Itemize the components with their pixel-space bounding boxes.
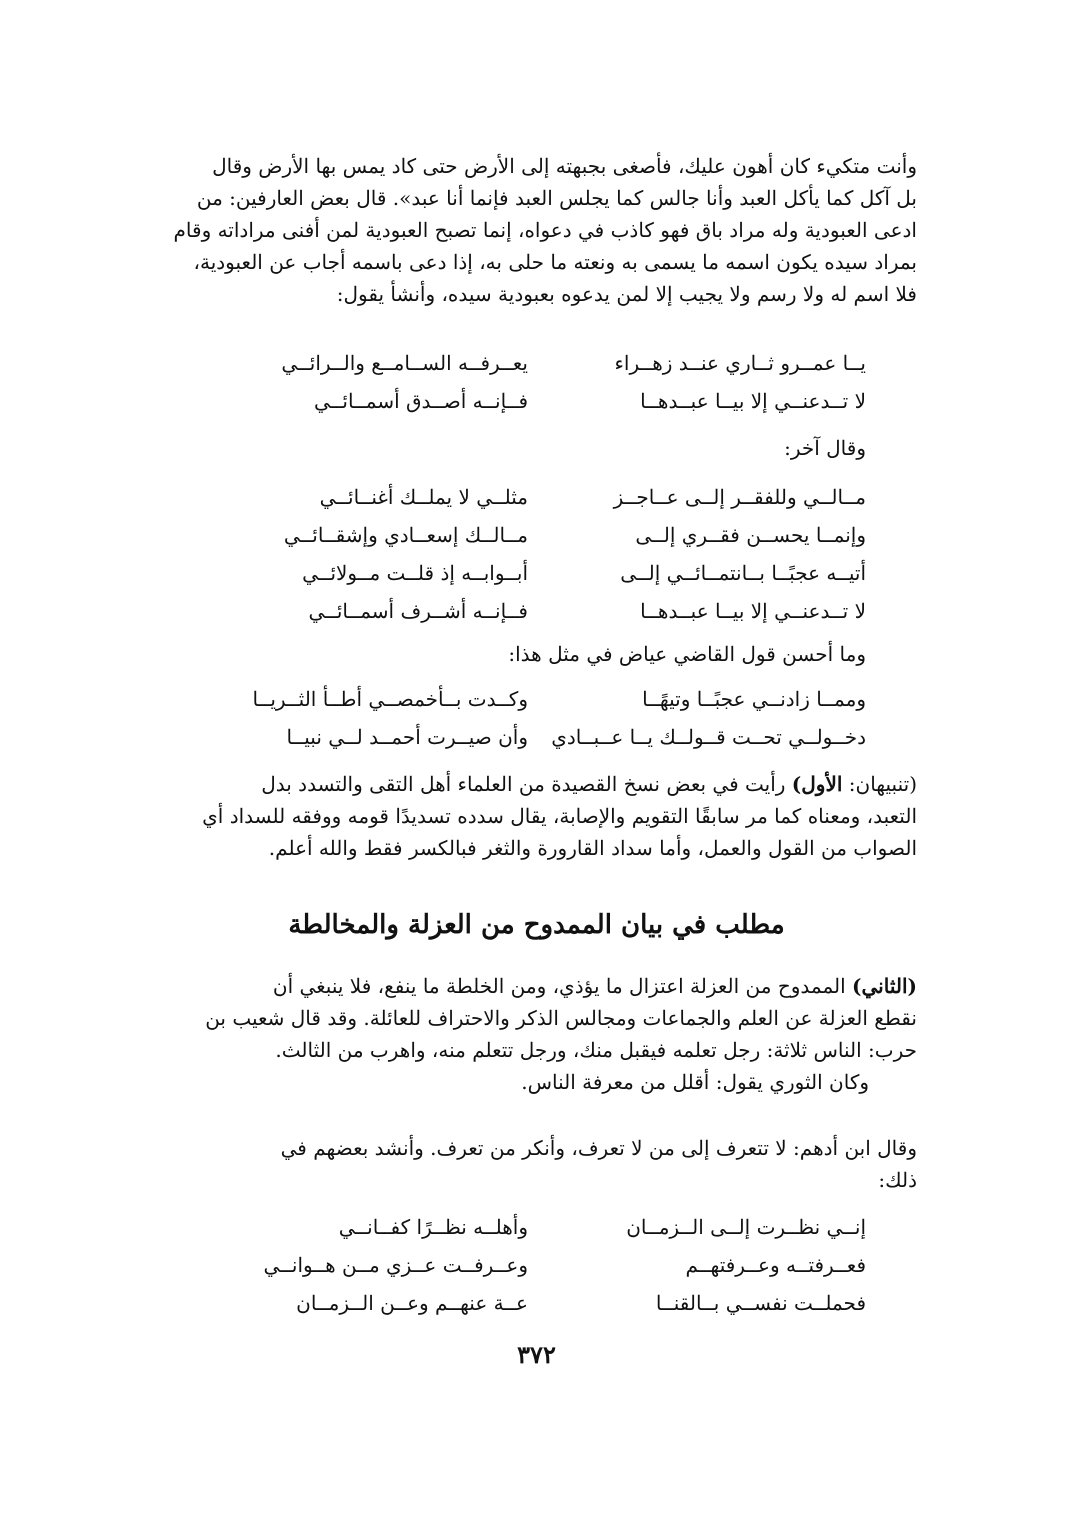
note-text: رأيت في بعض نسخ القصيدة من العلماء أهل التقى والتسدد بدل xyxy=(261,772,786,796)
text-line xyxy=(160,970,917,1002)
verse xyxy=(0,594,1073,632)
verse xyxy=(0,1210,1073,1248)
verse-second-hemistich: مثلــي لا يملــك أغنــائــي xyxy=(319,485,528,509)
verse-first-hemistich: وممــا زادنــي عجبًــا وتيهًــا xyxy=(642,687,866,711)
verse-second-hemistich: عــة عنهــم وعــن الــزمــان xyxy=(296,1291,528,1315)
paragraph-adham xyxy=(160,1132,917,1196)
quote-intro: وقال آخر: xyxy=(784,436,866,460)
verse-second-hemistich: يعــرفــه الســامــع والــرائــي xyxy=(281,351,528,375)
text-line: ذلك: xyxy=(878,1168,917,1192)
verse-second-hemistich: فــإنــه أشــرف أسمــائــي xyxy=(308,599,528,623)
text-line: الصواب من القول والعمل، وأما سداد القارورة والثغر فبالكسر فقط والله أعلم. xyxy=(268,836,917,860)
verse-second-hemistich: مــالــك إسعــادي وإشقــائــي xyxy=(283,523,528,547)
verse-second-hemistich: وعــرفــت عــزي مــن هــوانــي xyxy=(263,1253,528,1277)
verse-second-hemistich: فــإنــه أصــدق أسمــائــي xyxy=(313,389,528,413)
poem-1 xyxy=(0,346,1073,422)
quote-intro: وما أحسن قول القاضي عياض في مثل هذا: xyxy=(508,642,866,666)
verse xyxy=(0,384,1073,422)
text-line: وكان الثوري يقول: أقلل من معرفة الناس. xyxy=(521,1070,869,1094)
verse xyxy=(0,1248,1073,1286)
paragraph-opening xyxy=(160,150,917,310)
text-line: فلا اسم له ولا رسم ولا يجيب إلا لمن يدعوه بعبودية سيده، وأنشأ يقول: xyxy=(336,282,917,306)
text-line: نقطع العزلة عن العلم والجماعات ومجالس الذكر والاحتراف للعائلة. وقد قال شعيب بن xyxy=(205,1006,917,1030)
paragraph-second xyxy=(160,970,917,1098)
second-text: الممدوح من العزلة اعتزال ما يؤذي، ومن الخلطة ما ينفع، فلا ينبغي أن xyxy=(272,974,846,998)
text-line: وأنت متكيء كان أهون عليك، فأصغى بجبهته إلى الأرض حتى كاد يمس بها الأرض وقال xyxy=(212,154,917,178)
verse-first-hemistich: وإنمــا يحســن فقــري إلــى xyxy=(635,523,866,547)
text-line: ادعى العبودية وله مراد باق فهو كاذب في دعواه، إنما تصبح العبودية لمن أفنى مراداته وقام xyxy=(173,218,917,242)
paragraph-note xyxy=(160,768,917,864)
verse-second-hemistich: وأهلــه نظــرًا كفــانــي xyxy=(338,1215,528,1239)
poem-3 xyxy=(0,682,1073,758)
verse-first-hemistich: أتيــه عجبًــا بــانتمــائــي إلــى xyxy=(620,561,866,585)
note-open: (تنبيهان: xyxy=(848,772,917,796)
verse-first-hemistich: فحملــت نفســي بــالقنــا xyxy=(655,1291,866,1315)
verse xyxy=(0,720,1073,758)
verse xyxy=(0,682,1073,720)
verse-first-hemistich: دخــولــي تحــت قــولــك يــا عــبــادي xyxy=(551,725,866,749)
verse xyxy=(0,556,1073,594)
verse-first-hemistich: مــالــي وللفقــر إلــى عــاجــز xyxy=(613,485,866,509)
verse-second-hemistich: وأن صيــرت أحمــد لــي نبيــا xyxy=(286,725,528,749)
verse xyxy=(0,480,1073,518)
section-heading: مطلب في بيان الممدوح من العزلة والمخالطة xyxy=(288,910,785,940)
verse xyxy=(0,518,1073,556)
verse xyxy=(0,1286,1073,1324)
text-line xyxy=(160,768,917,800)
note-first-label: الأول) xyxy=(791,772,843,796)
text-line: حرب: الناس ثلاثة: رجل تعلمه فيقبل منك، ورجل تتعلم منه، واهرب من الثالث. xyxy=(275,1038,917,1062)
verse-first-hemistich: إنــي نظــرت إلــى الــزمــان xyxy=(626,1215,866,1239)
verse-first-hemistich: فعــرفتــه وعــرفتهــم xyxy=(685,1253,866,1277)
verse-second-hemistich: أبــوابــه إذ قلــت مــولائــي xyxy=(302,561,528,585)
verse-first-hemistich: لا تــدعنــي إلا بيــا عبــدهــا xyxy=(640,389,866,413)
verse xyxy=(0,346,1073,384)
text-line: بمراد سيده يكون اسمه ما يسمى به ونعته ما حلى به، إذا دعى باسمه أجاب عن العبودية، xyxy=(193,250,917,274)
text-line: بل آكل كما يأكل العبد وأنا جالس كما يجلس العبد فإنما أنا عبد». قال بعض العارفين: من xyxy=(196,186,917,210)
verse-first-hemistich: لا تــدعنــي إلا بيــا عبــدهــا xyxy=(640,599,866,623)
verse-first-hemistich: يــا عمــرو ثــاري عنــد زهــراء xyxy=(614,351,866,375)
poem-2 xyxy=(0,480,1073,632)
page-number: ٣٧٢ xyxy=(517,1340,556,1369)
verse-second-hemistich: وكــدت بــأخمصــي أطــأ الثــريــا xyxy=(252,687,528,711)
text-line: التعبد، ومعناه كما مر سابقًا التقويم والإصابة، يقال سدده تسديدًا قومه ووفقه للسداد أي xyxy=(202,804,917,828)
second-label: (الثاني) xyxy=(852,974,917,998)
poem-4 xyxy=(0,1210,1073,1324)
text-line: وقال ابن أدهم: لا تتعرف إلى من لا تعرف، وأنكر من تعرف. وأنشد بعضهم في xyxy=(280,1136,917,1160)
